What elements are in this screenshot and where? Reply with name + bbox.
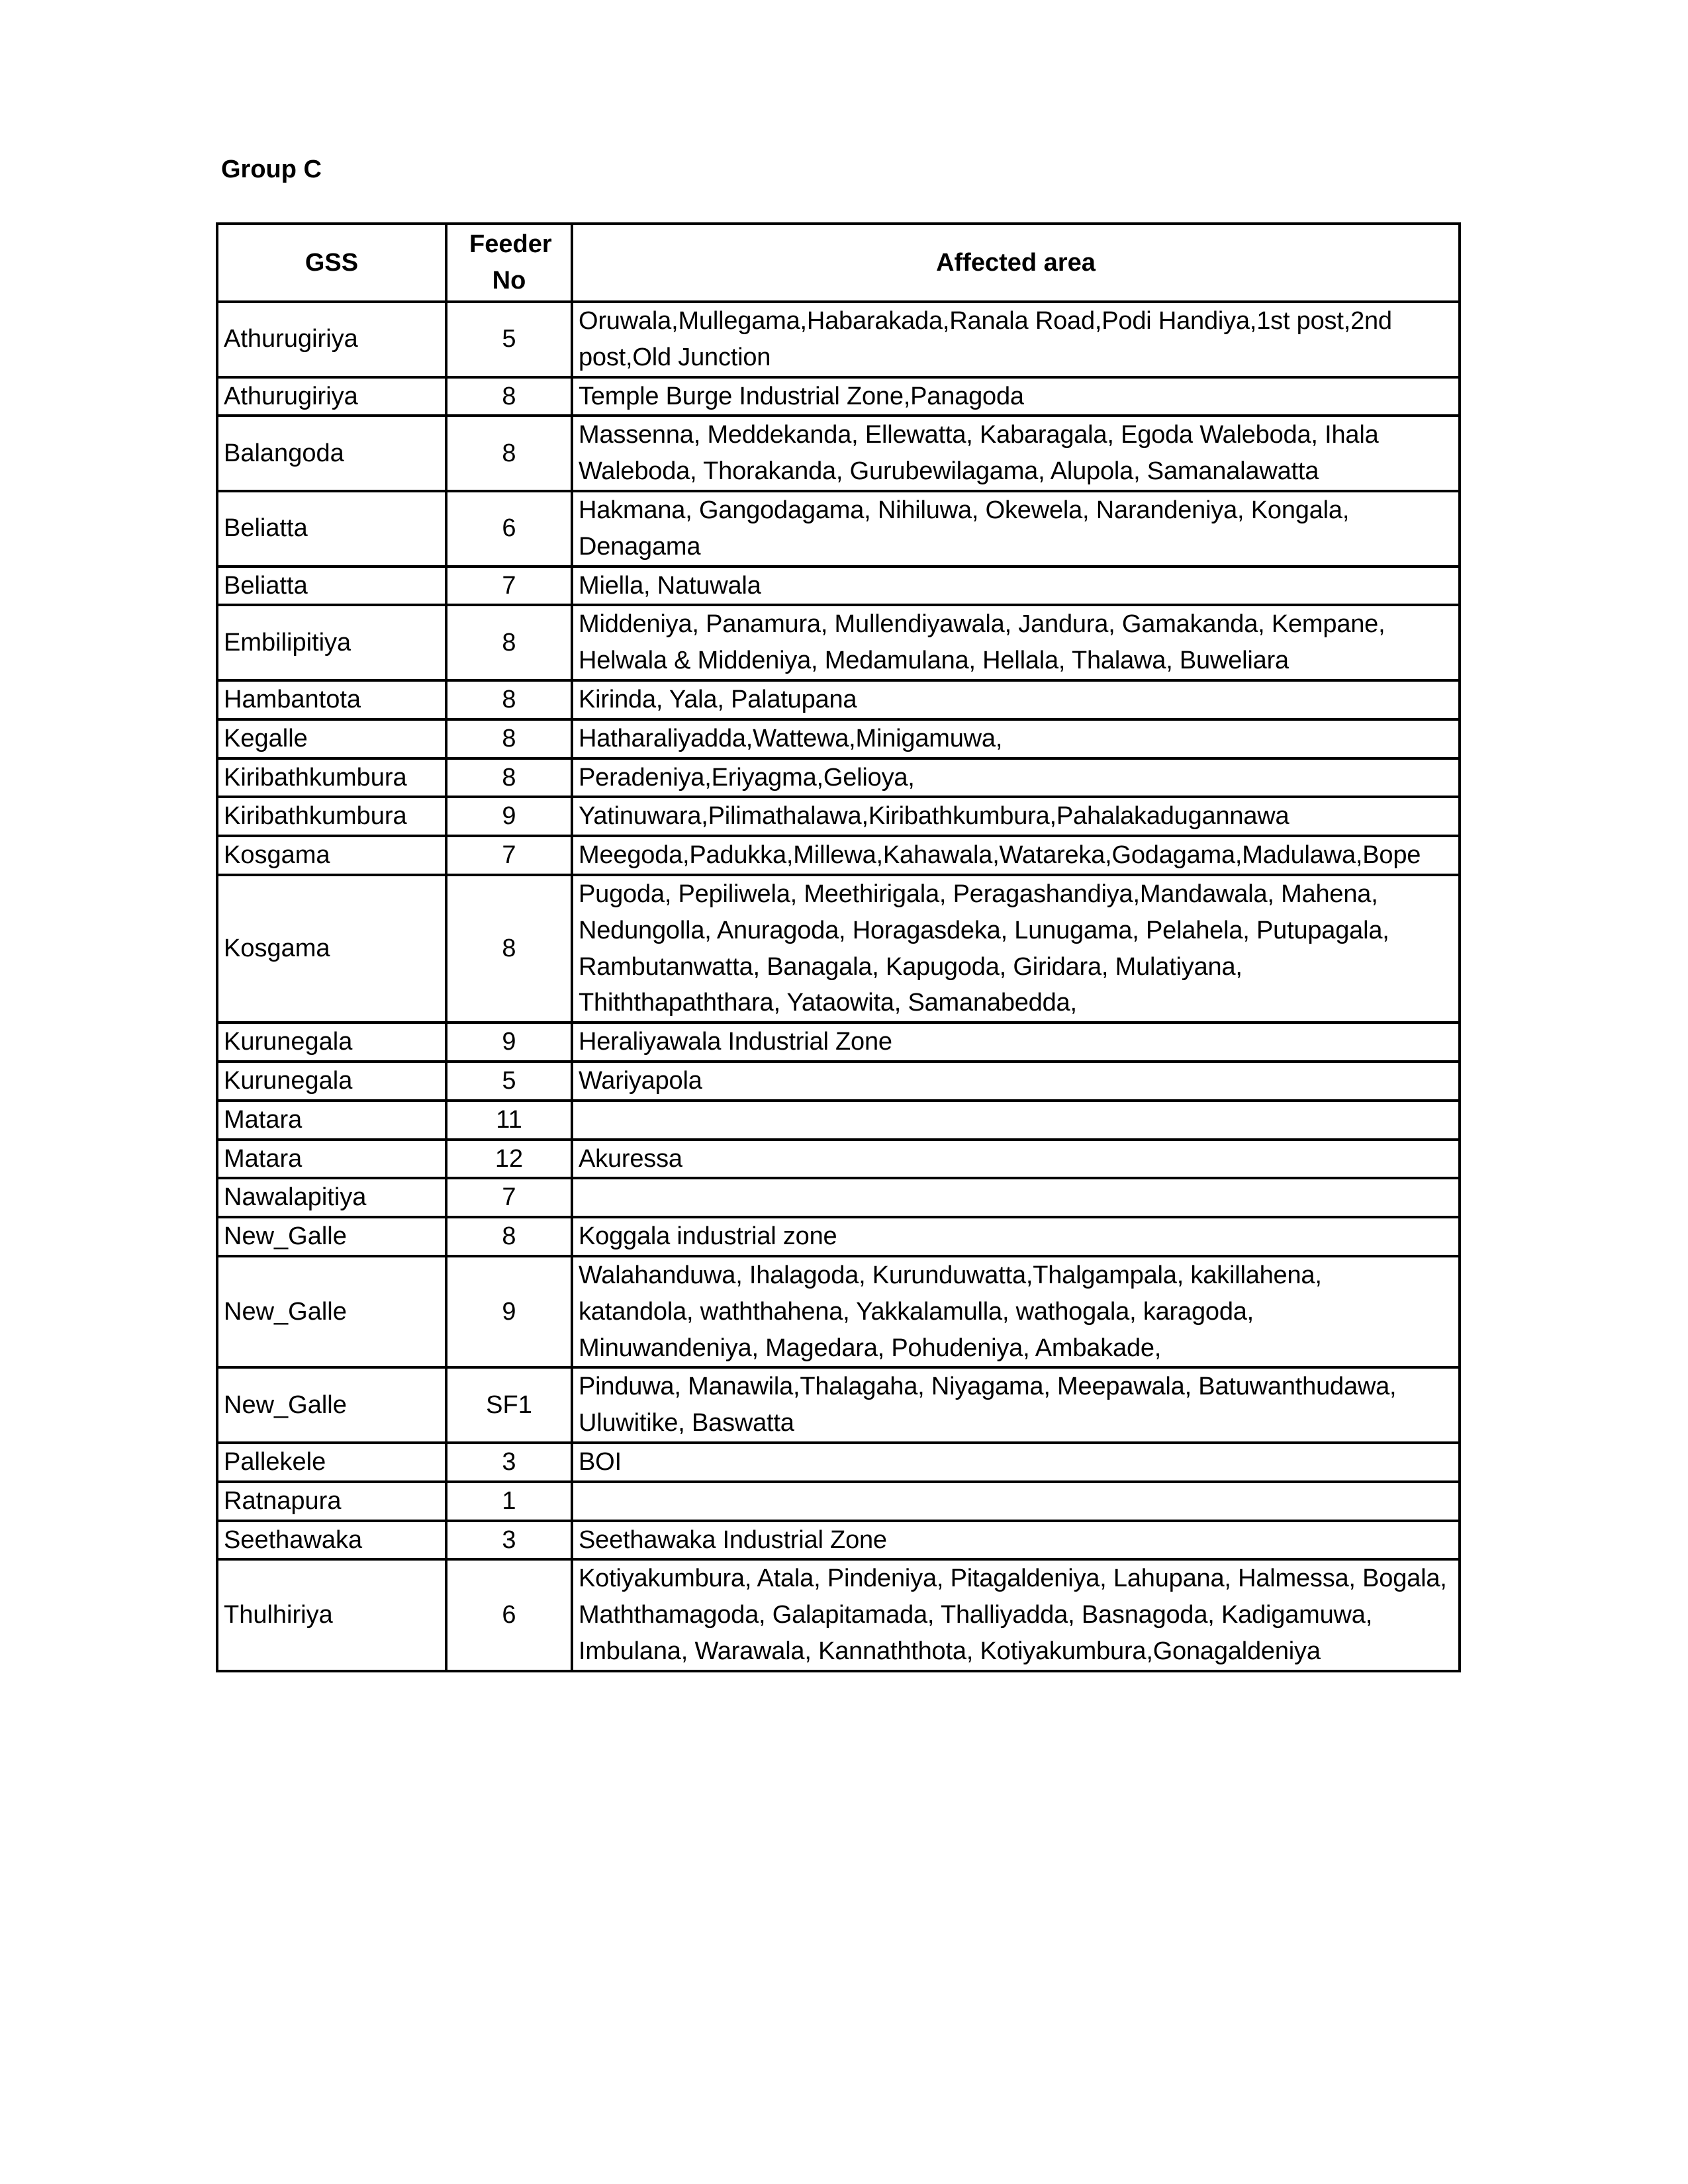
cell-gss: Seethawaka <box>217 1521 446 1560</box>
cell-affected-area: Pinduwa, Manawila,Thalagaha, Niyagama, Meepawala, Batuwanthudawa, Uluwitike, Baswatta <box>572 1367 1460 1443</box>
cell-affected-area: Hatharaliyadda,Wattewa,Minigamuwa, <box>572 719 1460 758</box>
table-row <box>217 875 1460 1023</box>
cell-gss: Matara <box>217 1101 446 1140</box>
cell-affected-area: BOI <box>572 1443 1460 1482</box>
table-row <box>217 491 1460 567</box>
cell-affected-area: Seethawaka Industrial Zone <box>572 1521 1460 1560</box>
cell-gss: Athurugiriya <box>217 302 446 377</box>
table-row <box>217 1062 1460 1101</box>
cell-feeder-no: 9 <box>446 797 572 836</box>
cell-gss: Matara <box>217 1140 446 1179</box>
table-row <box>217 1367 1460 1443</box>
cell-affected-area: Oruwala,Mullegama,Habarakada,Ranala Road,Podi Handiya,1st post,2nd post,Old Junction <box>572 302 1460 377</box>
cell-gss: Athurugiriya <box>217 377 446 416</box>
cell-gss: New_Galle <box>217 1217 446 1256</box>
cell-gss: Kiribathkumbura <box>217 797 446 836</box>
cell-feeder-no: 7 <box>446 1178 572 1217</box>
cell-gss: Kurunegala <box>217 1062 446 1101</box>
cell-affected-area: Hakmana, Gangodagama, Nihiluwa, Okewela, Narandeniya, Kongala, Denagama <box>572 491 1460 567</box>
cell-affected-area: Kotiyakumbura, Atala, Pindeniya, Pitagaldeniya, Lahupana, Halmessa, Bogala, Maththamagoda, Galapitamada, Thalliyadda, Basnagoda, Kadigamuwa, Imbulana, Warawala, Kannaththota, Kotiyakumbura,Gonagaldeniya <box>572 1559 1460 1670</box>
cell-affected-area <box>572 1101 1460 1140</box>
table-row <box>217 680 1460 719</box>
cell-feeder-no: 8 <box>446 416 572 491</box>
cell-affected-area: Kirinda, Yala, Palatupana <box>572 680 1460 719</box>
header-feeder-no-label: Feeder No <box>469 230 552 295</box>
cell-affected-area: Yatinuwara,Pilimathalawa,Kiribathkumbura,Pahalakadugannawa <box>572 797 1460 836</box>
header-gss: GSS <box>217 224 446 302</box>
table-row <box>217 605 1460 680</box>
cell-gss: Hambantota <box>217 680 446 719</box>
cell-gss: Kosgama <box>217 875 446 1023</box>
cell-feeder-no: 8 <box>446 758 572 797</box>
table-row <box>217 719 1460 758</box>
cell-feeder-no: 3 <box>446 1443 572 1482</box>
table-row <box>217 302 1460 377</box>
cell-feeder-no: 6 <box>446 1559 572 1670</box>
table-row <box>217 1178 1460 1217</box>
cell-affected-area: Walahanduwa, Ihalagoda, Kurunduwatta,Thalgampala, kakillahena, katandola, waththahena, Yakkalamulla, wathogala, karagoda, Minuwandeniya, Magedara, Pohudeniya, Ambakade, <box>572 1256 1460 1367</box>
table-row <box>217 1443 1460 1482</box>
table-row <box>217 797 1460 836</box>
table-row <box>217 836 1460 875</box>
cell-feeder-no: 8 <box>446 875 572 1023</box>
table-row <box>217 1101 1460 1140</box>
cell-gss: New_Galle <box>217 1367 446 1443</box>
cell-gss: Kegalle <box>217 719 446 758</box>
cell-gss: Kosgama <box>217 836 446 875</box>
cell-gss: Thulhiriya <box>217 1559 446 1670</box>
cell-feeder-no: 5 <box>446 302 572 377</box>
cell-gss: New_Galle <box>217 1256 446 1367</box>
cell-affected-area: Miella, Natuwala <box>572 567 1460 606</box>
table-row <box>217 377 1460 416</box>
page-title: Group C <box>221 156 322 183</box>
table-header-row <box>217 224 1460 302</box>
cell-feeder-no: 11 <box>446 1101 572 1140</box>
cell-gss: Nawalapitiya <box>217 1178 446 1217</box>
table-row <box>217 1521 1460 1560</box>
cell-affected-area: Massenna, Meddekanda, Ellewatta, Kabaragala, Egoda Waleboda, Ihala Waleboda, Thorakanda, Gurubewilagama, Alupola, Samanalawatta <box>572 416 1460 491</box>
cell-feeder-no: 8 <box>446 605 572 680</box>
cell-feeder-no: SF1 <box>446 1367 572 1443</box>
cell-affected-area: Meegoda,Padukka,Millewa,Kahawala,Watareka,Godagama,Madulawa,Bope <box>572 836 1460 875</box>
table-row <box>217 1256 1460 1367</box>
cell-feeder-no: 7 <box>446 567 572 606</box>
cell-feeder-no: 7 <box>446 836 572 875</box>
cell-feeder-no: 8 <box>446 377 572 416</box>
cell-affected-area: Temple Burge Industrial Zone,Panagoda <box>572 377 1460 416</box>
table-row <box>217 1023 1460 1062</box>
cell-feeder-no: 8 <box>446 680 572 719</box>
cell-feeder-no: 9 <box>446 1023 572 1062</box>
cell-gss: Beliatta <box>217 567 446 606</box>
cell-gss: Kurunegala <box>217 1023 446 1062</box>
cell-gss: Ratnapura <box>217 1482 446 1521</box>
cell-affected-area <box>572 1178 1460 1217</box>
cell-gss: Beliatta <box>217 491 446 567</box>
cell-gss: Embilipitiya <box>217 605 446 680</box>
cell-feeder-no: 5 <box>446 1062 572 1101</box>
table-body <box>217 302 1460 1671</box>
feeder-table <box>216 222 1461 1672</box>
cell-feeder-no: 8 <box>446 719 572 758</box>
cell-gss: Kiribathkumbura <box>217 758 446 797</box>
cell-gss: Pallekele <box>217 1443 446 1482</box>
cell-affected-area <box>572 1482 1460 1521</box>
cell-affected-area: Pugoda, Pepiliwela, Meethirigala, Peragashandiya,Mandawala, Mahena, Nedungolla, Anuragoda, Horagasdeka, Lunugama, Pelahela, Putupagala, Rambutanwatta, Banagala, Kapugoda, Giridara, Mulatiyana, Thiththapaththara, Yataowita, Samanabedda, <box>572 875 1460 1023</box>
cell-affected-area: Middeniya, Panamura, Mullendiyawala, Jandura, Gamakanda, Kempane, Helwala & Middeniya, Medamulana, Hellala, Thalawa, Buweliara <box>572 605 1460 680</box>
cell-feeder-no: 6 <box>446 491 572 567</box>
table-row <box>217 1217 1460 1256</box>
table-row <box>217 567 1460 606</box>
cell-affected-area: Akuressa <box>572 1140 1460 1179</box>
cell-feeder-no: 8 <box>446 1217 572 1256</box>
cell-feeder-no: 3 <box>446 1521 572 1560</box>
cell-affected-area: Wariyapola <box>572 1062 1460 1101</box>
table-row <box>217 416 1460 491</box>
cell-feeder-no: 1 <box>446 1482 572 1521</box>
table-row <box>217 1559 1460 1670</box>
header-affected-area: Affected area <box>572 224 1460 302</box>
cell-feeder-no: 9 <box>446 1256 572 1367</box>
cell-affected-area: Heraliyawala Industrial Zone <box>572 1023 1460 1062</box>
cell-affected-area: Koggala industrial zone <box>572 1217 1460 1256</box>
cell-feeder-no: 12 <box>446 1140 572 1179</box>
table-row <box>217 1482 1460 1521</box>
cell-gss: Balangoda <box>217 416 446 491</box>
header-feeder-no <box>446 224 572 302</box>
table-row <box>217 758 1460 797</box>
cell-affected-area: Peradeniya,Eriyagma,Gelioya, <box>572 758 1460 797</box>
table-row <box>217 1140 1460 1179</box>
